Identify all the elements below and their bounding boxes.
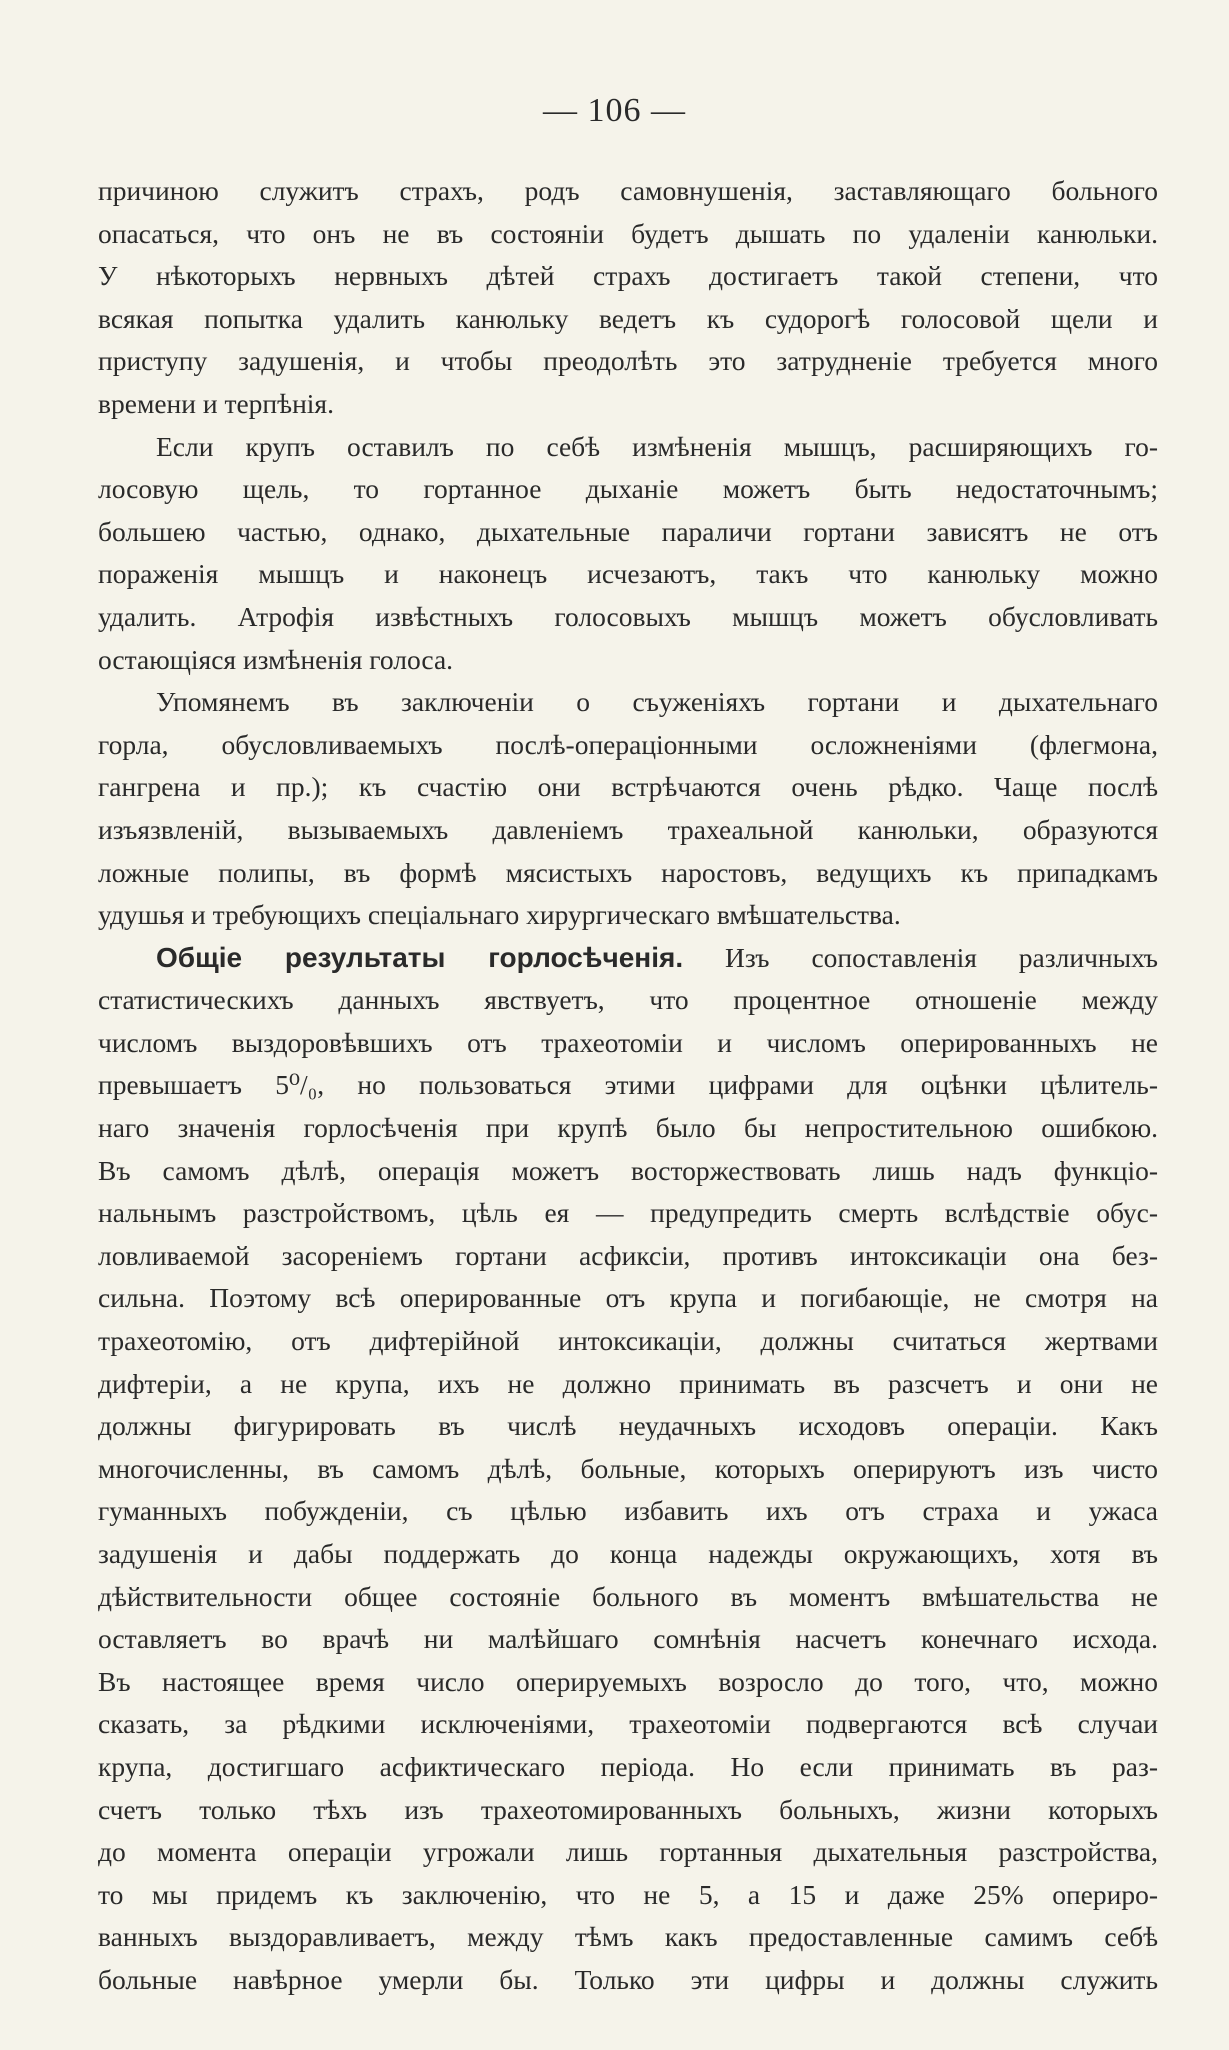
line-text: счетъ только тѣхъ изъ трахеотомированныхъ больныхъ, жизни которыхъ xyxy=(98,1793,1158,1825)
text-line xyxy=(98,1661,1158,1704)
line-text: Если крупъ оставилъ по себѣ измѣненія мышцъ, расширяющихъ го- xyxy=(156,430,1158,462)
text-line xyxy=(98,383,1158,426)
line-text: статистическихъ данныхъ явствуетъ, что процентное отношеніе между xyxy=(98,984,1158,1016)
text-line xyxy=(98,1576,1158,1619)
line-text: больные навѣрное умерли бы. Только эти цифры и должны служить xyxy=(98,1963,1158,1995)
line-text: причиною служитъ страхъ, родъ самовнушенія, заставляющаго больного xyxy=(98,175,1158,206)
text-line xyxy=(98,1831,1158,1874)
text-line xyxy=(98,1107,1158,1150)
body-text xyxy=(98,170,1158,2002)
line-text: сказать, за рѣдкими исключеніями, трахеотоміи подвергаются всѣ случаи xyxy=(98,1708,1158,1740)
text-line xyxy=(98,596,1158,639)
line-text: удалить. Атрофія извѣстныхъ голосовыхъ мышцъ можетъ обусловливать xyxy=(98,600,1158,632)
line-text: то мы придемъ къ заключенію, что не 5, а 15 и даже 25% опериро- xyxy=(98,1878,1158,1910)
text-line xyxy=(98,1277,1158,1320)
text-line xyxy=(98,1150,1158,1193)
text-line xyxy=(98,1064,1158,1107)
text-line xyxy=(98,1022,1158,1065)
text-line xyxy=(98,979,1158,1022)
section-heading: Общіе результаты горлосѣченія. xyxy=(156,941,684,973)
line-text: ванныхъ выздоравливаетъ, между тѣмъ какъ предоставленные самимъ себѣ xyxy=(98,1921,1158,1953)
line-text: многочисленны, въ самомъ дѣлѣ, больные, которыхъ оперируютъ изъ чисто xyxy=(98,1452,1158,1484)
line-text: изъязвленій, вызываемыхъ давленіемъ трахеальной канюльки, образуются xyxy=(98,813,1158,845)
text-line xyxy=(98,511,1158,554)
text-line xyxy=(98,809,1158,852)
line-text: горла, обусловливаемыхъ послѣ-операціонными осложненіями (флегмона, xyxy=(98,728,1158,760)
text-line xyxy=(98,1703,1158,1746)
text-line xyxy=(98,1405,1158,1448)
text-line xyxy=(98,1363,1158,1406)
line-text: должны фигурировать въ числѣ неудачныхъ исходовъ операціи. Какъ xyxy=(98,1410,1158,1442)
text-line xyxy=(98,553,1158,596)
text-line xyxy=(98,426,1158,469)
line-text: до момента операціи угрожали лишь гортанныя дыхательныя разстройства, xyxy=(98,1836,1158,1868)
line-text: большею частью, однако, дыхательные параличи гортани зависятъ не отъ xyxy=(98,515,1158,547)
line-text: Изъ сопоставленія различныхъ xyxy=(725,941,1159,973)
line-text: Въ настоящее время число оперируемыхъ возросло до того, что, можно xyxy=(98,1665,1158,1697)
page-number: — 106 — xyxy=(543,92,686,129)
line-text: задушенія и дабы поддержать до конца надежды окружающихъ, хотя въ xyxy=(98,1538,1158,1569)
text-line xyxy=(98,1916,1158,1959)
text-line xyxy=(98,1874,1158,1917)
line-text: гуманныхъ побужденіи, съ цѣлью избавить ихъ отъ страха и ужаса xyxy=(98,1495,1158,1527)
line-text: дѣйствительности общее состояніе больного въ моментъ вмѣшательства не xyxy=(98,1580,1158,1612)
text-line xyxy=(98,937,1158,980)
text-line xyxy=(98,1746,1158,1789)
line-text: времени и терпѣнія. xyxy=(98,387,334,419)
line-text: оставляетъ во врачѣ ни малѣйшаго сомнѣнія насчетъ конечнаго исхода. xyxy=(98,1623,1158,1655)
line-text: крупа, достигшаго асфиктическаго періода. Но если принимать въ раз- xyxy=(98,1750,1158,1782)
text-line xyxy=(98,468,1158,511)
line-text: остающіяся измѣненія голоса. xyxy=(98,643,454,675)
text-line xyxy=(98,1490,1158,1533)
line-text: У нѣкоторыхъ нервныхъ дѣтей страхъ достигаетъ такой степени, что xyxy=(98,260,1158,292)
text-line xyxy=(98,255,1158,298)
text-line xyxy=(98,298,1158,341)
line-text: приступу задушенія, и чтобы преодолѣть это затрудненіе требуется много xyxy=(98,345,1158,377)
text-line xyxy=(98,340,1158,383)
line-text: числомъ выздоровѣвшихъ отъ трахеотоміи и числомъ оперированныхъ не xyxy=(98,1026,1158,1058)
text-line xyxy=(98,1959,1158,2002)
line-text: лосовую щель, то гортанное дыханіе можетъ быть недостаточнымъ; xyxy=(98,473,1158,505)
text-line xyxy=(98,681,1158,724)
line-text: дифтеріи, а не крупа, ихъ не должно принимать въ разсчетъ и они не xyxy=(98,1367,1158,1399)
line-text: сильна. Поэтому всѣ оперированные отъ крупа и погибающіе, не смотря на xyxy=(98,1282,1158,1314)
text-line xyxy=(98,724,1158,767)
line-text: опасаться, что онъ не въ состояніи будетъ дышать по удаленіи канюльки. xyxy=(98,217,1158,249)
text-line xyxy=(98,1448,1158,1491)
line-text: Упомянемъ въ заключеніи о съуженіяхъ гортани и дыхательнаго xyxy=(156,686,1158,718)
line-text: ловливаемой засореніемъ гортани асфиксіи, противъ интоксикаціи она без- xyxy=(98,1239,1158,1271)
text-line xyxy=(98,1192,1158,1235)
text-line xyxy=(98,1533,1158,1576)
text-line xyxy=(98,170,1158,213)
line-text: наго значенія горлосѣченія при крупѣ было бы непростительною ошибкою. xyxy=(98,1112,1158,1144)
line-text: нальнымъ разстройствомъ, цѣль ея — предупредить смерть вслѣдствіе обус- xyxy=(98,1197,1158,1229)
text-line xyxy=(98,894,1158,937)
text-line xyxy=(98,213,1158,256)
line-text: пораженія мышцъ и наконецъ исчезаютъ, такъ что канюльку можно xyxy=(98,558,1158,590)
line-text: трахеотомію, отъ дифтерійной интоксикаціи, должны считаться жертвами xyxy=(98,1325,1158,1357)
text-line xyxy=(98,1789,1158,1832)
text-line xyxy=(98,852,1158,895)
line-text: Въ самомъ дѣлѣ, операція можетъ восторжествовать лишь надъ функціо- xyxy=(98,1154,1158,1186)
line-text: ложные полипы, въ формѣ мясистыхъ наростовъ, ведущихъ къ припадкамъ xyxy=(98,856,1158,888)
line-text: превышаетъ 5⁰/₀, но пользоваться этими цифрами для оцѣнки цѣлитель- xyxy=(98,1069,1158,1101)
text-line xyxy=(98,1618,1158,1661)
line-text: гангрена и пр.); къ счастію они встрѣчаются очень рѣдко. Чаще послѣ xyxy=(98,771,1158,803)
text-line xyxy=(98,1235,1158,1278)
line-text: удушья и требующихъ спеціальнаго хирургическаго вмѣшательства. xyxy=(98,899,901,931)
text-line xyxy=(98,639,1158,682)
text-line xyxy=(98,1320,1158,1363)
line-text: всякая попытка удалить канюльку ведетъ къ судорогѣ голосовой щели и xyxy=(98,302,1158,334)
text-line xyxy=(98,766,1158,809)
